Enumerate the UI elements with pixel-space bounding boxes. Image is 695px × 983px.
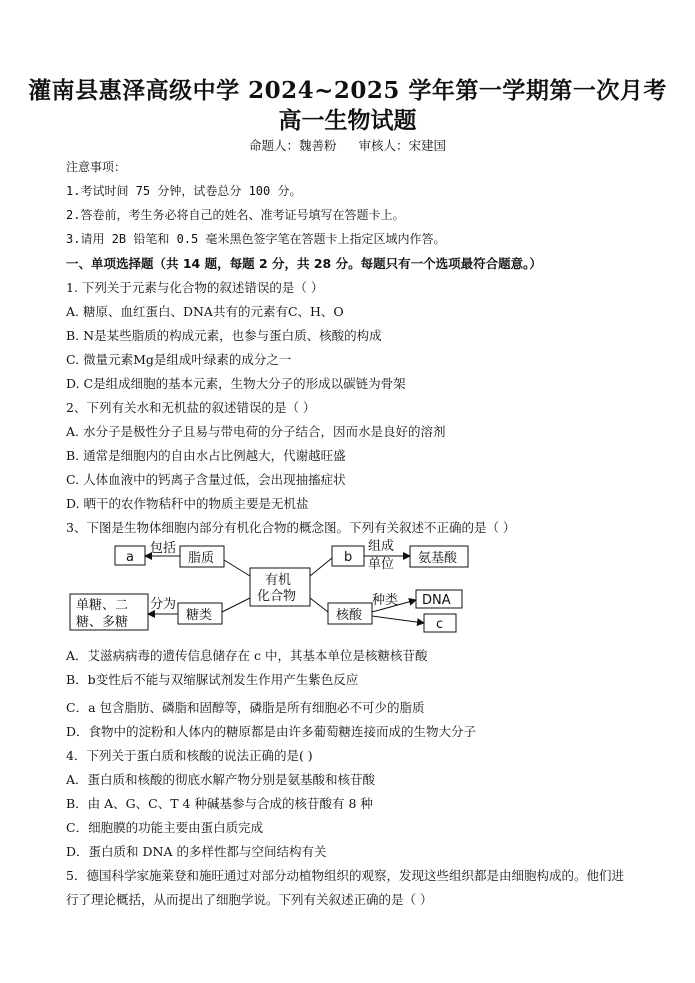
question-4-option-d: D．蛋白质和 DNA 的多样性都与空间结构有关 [66,844,327,859]
label-nucleic: 核酸 [336,608,363,623]
label-dna: DNA [422,593,451,608]
question-2-option-a: A. 水分子是极性分子且易与带电荷的分子结合，因而水是良好的溶剂 [66,424,446,439]
question-4-option-c: C．细胞膜的功能主要由蛋白质完成 [66,820,264,835]
label-sugar: 糖类 [186,608,213,623]
question-1-stem: 1. 下列关于元素与化合物的叙述错误的是（ ） [66,280,324,295]
authors-line [0,136,695,154]
label-center-2: 化合物 [257,589,297,604]
label-a: a [126,550,134,565]
note-item-3: 3.请用 2B 铅笔和 0.5 毫米黑色签字笔在答题卡上指定区域内作答。 [66,232,446,246]
label-b: b [344,550,353,565]
label-kinds: 种类 [372,593,399,608]
exam-subtitle: 高一生物试题 [278,107,417,134]
label-compose-1: 组成 [368,539,395,554]
question-3-option-a: A．艾滋病病毒的遗传信息储存在 c 中，其基本单位是核糖核苷酸 [66,648,428,663]
question-2-option-d: D. 晒干的农作物秸秆中的物质主要是无机盐 [66,496,309,511]
question-5-stem: 5．德国科学家施莱登和施旺通过对部分动植物组织的观察，发现这些组织都是由细胞构成的。他们进行了理论概括，从而提出了细胞学说。下列有关叙述正确的是（ ） [66,868,624,907]
question-2-stem: 2、下列有关水和无机盐的叙述错误的是（ ） [66,400,316,415]
question-1-option-a: A. 糖原、血红蛋白、DNA共有的元素有C、H、O [66,304,344,319]
question-3-option-d: D．食物中的淀粉和人体内的糖原都是由许多葡萄糖连接而成的生物大分子 [66,724,477,739]
label-include: 包括 [150,541,177,556]
exam-title: 灌南县惠泽高级中学 2024~2025 学年第一学期第一次月考 [28,77,667,104]
section-heading: 一、单项选择题（共 14 题，每题 2 分，共 28 分。每题只有一个选项最符合题意。） [66,256,542,271]
label-sugar-kinds-1: 单糖、二 [76,598,129,613]
label-center-1: 有机 [265,573,292,588]
label-sugar-kinds-2: 糖、多糖 [76,615,129,630]
label-amino: 氨基酸 [418,551,458,566]
question-1-option-b: B. N是某些脂质的构成元素，也参与蛋白质、核酸的构成 [66,328,382,343]
question-4-stem: 4．下列关于蛋白质和核酸的说法正确的是( ) [66,748,313,763]
author: 命题人：魏善粉 [248,138,337,153]
question-1-option-d: D. C是组成细胞的基本元素，生物大分子的形成以碳链为骨架 [66,376,406,391]
label-divide: 分为 [150,597,177,612]
question-3-stem: 3、下图是生物体细胞内部分有机化合物的概念图。下列有关叙述不正确的是（ ） [66,520,516,535]
label-lipid: 脂质 [188,551,215,566]
question-1-option-c: C. 微量元素Mg是组成叶绿素的成分之一 [66,352,292,367]
question-2-option-c: C. 人体血液中的钙离子含量过低，会出现抽搐症状 [66,472,346,487]
question-4-option-b: B．由 A、G、C、T 4 种碱基参与合成的核苷酸有 8 种 [66,796,373,811]
question-4-option-a: A．蛋白质和核酸的彻底水解产物分别是氨基酸和核苷酸 [66,772,376,787]
question-2-option-b: B. 通常是细胞内的自由水占比例越大，代谢越旺盛 [66,448,346,463]
concept-diagram [60,538,480,638]
note-item-1: 1.考试时间 75 分钟，试卷总分 100 分。 [66,184,302,198]
notes-heading: 注意事项： [66,160,127,174]
question-3-option-b: B．b变性后不能与双缩脲试剂发生作用产生紫色反应 [66,672,359,687]
note-item-2: 2.答卷前，考生务必将自己的姓名、准考证号填写在答题卡上。 [66,208,405,222]
label-c: c [436,617,444,632]
label-compose-2: 单位 [368,557,395,572]
reviewer: 审核人：宋建国 [358,138,447,153]
question-3-option-c: C．a 包含脂肪、磷脂和固醇等，磷脂是所有细胞必不可少的脂质 [66,700,425,715]
